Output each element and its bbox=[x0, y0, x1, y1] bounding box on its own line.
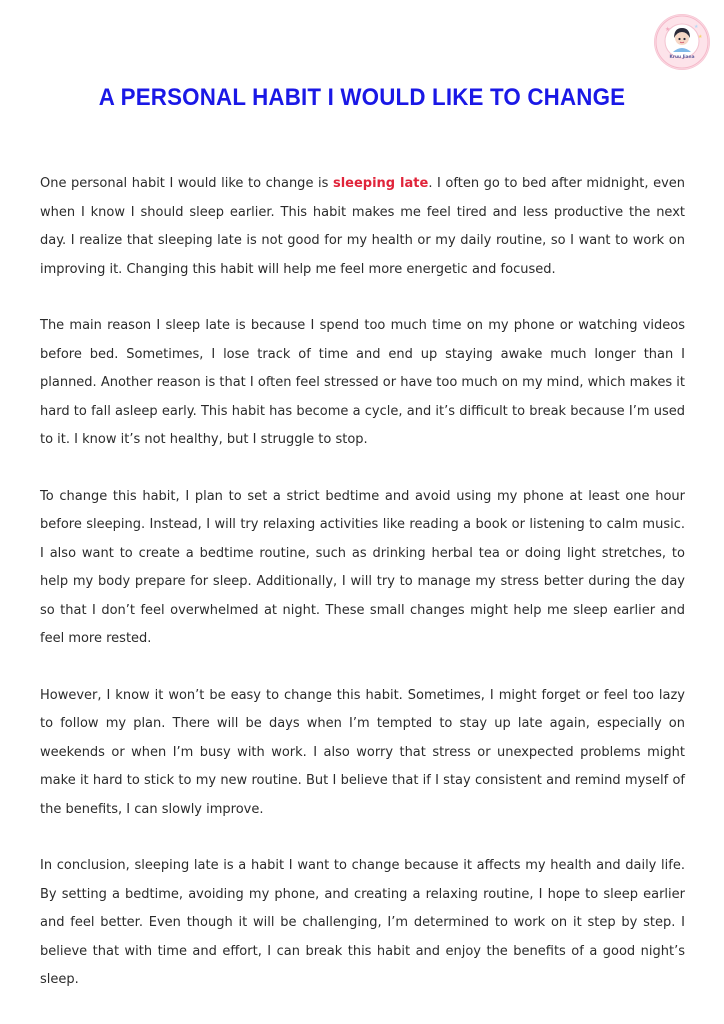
logo-text: Kruu Jiana bbox=[669, 55, 695, 60]
paragraph-2: The main reason I sleep late is because I spend too much time on my phone or watching videos before bed. Sometimes, I lose track of time and end up staying awake much longer than I planned. Another reason is that I often feel stressed or have too much on my mind, which makes it hard to fall asleep early. This habit has become a cycle, and it’s difficult to break because I’m used to it. I know it’s not healthy, but I struggle to stop. bbox=[40, 318, 685, 447]
svg-text:★: ★ bbox=[694, 24, 699, 30]
svg-text:★: ★ bbox=[665, 26, 671, 33]
highlighted-habit: sleeping late bbox=[332, 176, 429, 191]
logo-graphic bbox=[654, 14, 710, 70]
paragraph-3: To change this habit, I plan to set a strict bedtime and avoid using my phone at least one hour before sleeping. Instead, I will try relaxing activities like reading a book or listening to calm music. I also want to create a bedtime routine, such as drinking herbal tea or doing light stretches, to help my body prepare for sleep. Additionally, I will try to manage my stress better during the day so that I don’t feel overwhelmed at night. These small changes might help me sleep earlier and feel more rested. bbox=[40, 488, 685, 646]
paragraph-1-intro: One personal habit I would like to change is bbox=[40, 176, 333, 191]
paragraph-1 bbox=[40, 170, 685, 284]
paragraph-5: In conclusion, sleeping late is a habit I want to change because it affects my health and daily life. By setting a bedtime, avoiding my phone, and creating a relaxing routine, I hope to sleep earlier and feel better. Even though it will be challenging, I’m determined to work on it step by step. I believe that with time and effort, I can break this habit and enjoy the benefits of a good night’s sleep. bbox=[40, 858, 685, 987]
paragraph-4: However, I know it won’t be easy to change this habit. Sometimes, I might forget or feel too lazy to follow my plan. There will be days when I’m tempted to stay up late again, especially on weekends or when I’m busy with work. I also worry that stress or unexpected problems might make it hard to stick to my new routine. But I believe that if I stay consistent and remind myself of the benefits, I can slowly improve. bbox=[40, 687, 685, 817]
svg-text:★: ★ bbox=[698, 34, 703, 40]
document-body bbox=[40, 170, 685, 1023]
paragraph-1-rest: . I often go to bed after midnight, even when I know I should sleep earlier. This habit makes me feel tired and less productive the next day. I realize that sleeping late is not good for my health or my daily routine, so I want to work on improving it. Changing this habit will help me feel more energetic and focused. bbox=[40, 176, 685, 277]
kruu-logo-icon bbox=[654, 14, 710, 70]
page-title: A PERSONAL HABIT I WOULD LIKE TO CHANGE bbox=[98, 84, 626, 111]
